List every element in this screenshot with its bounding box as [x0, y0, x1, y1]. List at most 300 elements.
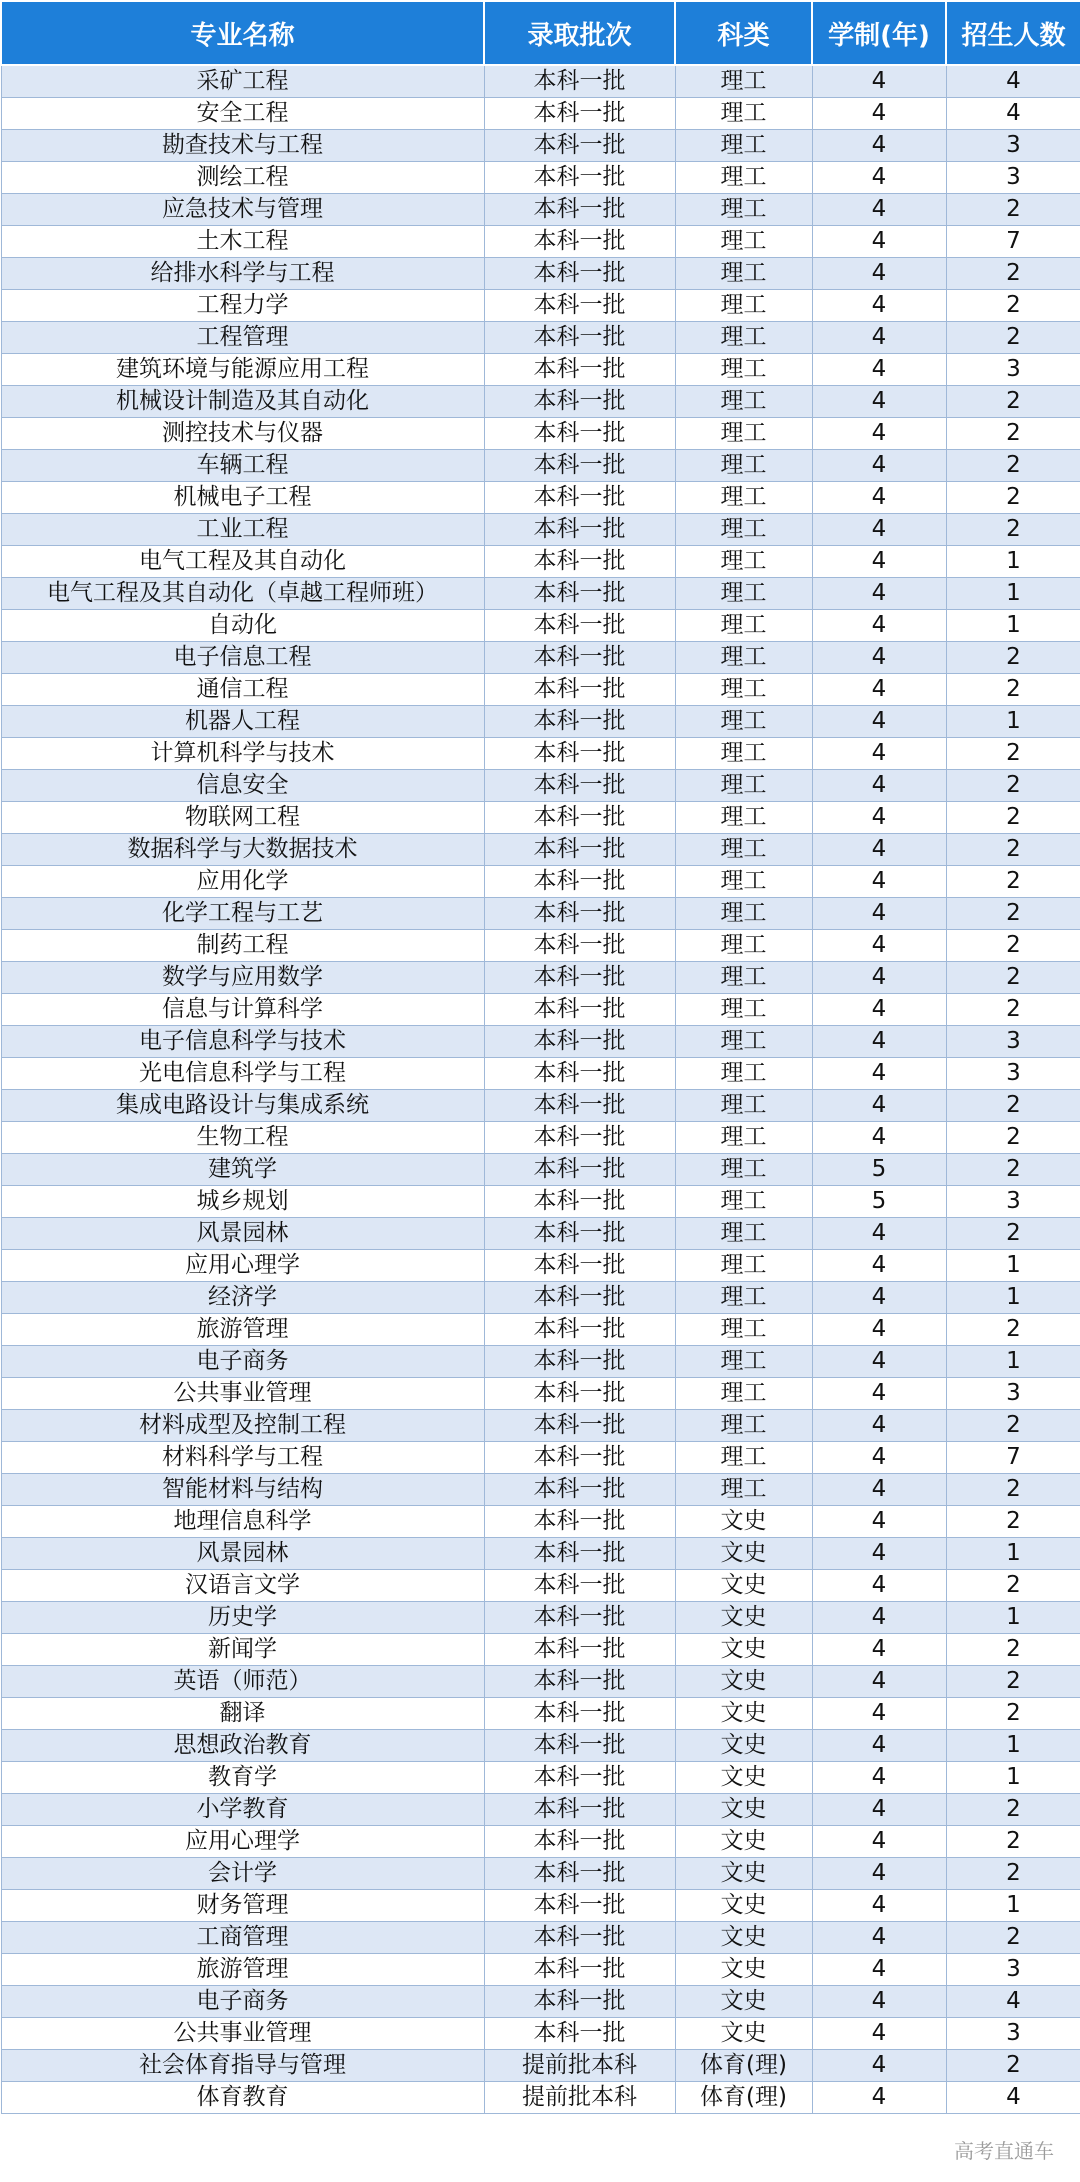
table-header-row — [1, 1, 1080, 65]
cell-quota: 2 — [946, 1506, 1080, 1538]
cell-years: 4 — [812, 1794, 946, 1826]
cell-category: 体育(理) — [675, 2082, 812, 2114]
cell-major: 应用心理学 — [1, 1826, 484, 1858]
cell-batch: 本科一批 — [484, 898, 675, 930]
cell-major: 应用化学 — [1, 866, 484, 898]
cell-quota: 2 — [946, 258, 1080, 290]
cell-years: 4 — [812, 514, 946, 546]
cell-years: 4 — [812, 162, 946, 194]
cell-years: 4 — [812, 386, 946, 418]
table-row — [1, 354, 1080, 386]
cell-years: 4 — [812, 706, 946, 738]
table-row — [1, 322, 1080, 354]
cell-quota: 2 — [946, 290, 1080, 322]
cell-years: 4 — [812, 1570, 946, 1602]
cell-category: 文史 — [675, 1922, 812, 1954]
cell-major: 勘查技术与工程 — [1, 130, 484, 162]
cell-quota: 1 — [946, 578, 1080, 610]
cell-batch: 本科一批 — [484, 642, 675, 674]
table-row — [1, 898, 1080, 930]
cell-quota: 2 — [946, 1634, 1080, 1666]
cell-category: 理工 — [675, 322, 812, 354]
cell-major: 新闻学 — [1, 1634, 484, 1666]
cell-batch: 本科一批 — [484, 1378, 675, 1410]
cell-batch: 本科一批 — [484, 514, 675, 546]
cell-major: 小学教育 — [1, 1794, 484, 1826]
cell-quota: 3 — [946, 354, 1080, 386]
cell-batch: 本科一批 — [484, 386, 675, 418]
cell-quota: 2 — [946, 1826, 1080, 1858]
cell-quota: 2 — [946, 1474, 1080, 1506]
cell-batch: 本科一批 — [484, 130, 675, 162]
cell-major: 安全工程 — [1, 98, 484, 130]
cell-batch: 本科一批 — [484, 418, 675, 450]
cell-category: 理工 — [675, 1090, 812, 1122]
cell-batch: 提前批本科 — [484, 2082, 675, 2114]
cell-quota: 2 — [946, 1666, 1080, 1698]
cell-batch: 本科一批 — [484, 2018, 675, 2050]
cell-years: 4 — [812, 226, 946, 258]
cell-major: 翻译 — [1, 1698, 484, 1730]
watermark-text: 高考直通车 — [954, 2139, 1054, 2163]
cell-quota: 2 — [946, 1698, 1080, 1730]
cell-batch: 本科一批 — [484, 1698, 675, 1730]
cell-years: 4 — [812, 1922, 946, 1954]
cell-category: 理工 — [675, 1378, 812, 1410]
cell-batch: 本科一批 — [484, 1218, 675, 1250]
cell-category: 文史 — [675, 1730, 812, 1762]
cell-batch: 本科一批 — [484, 354, 675, 386]
cell-major: 电子商务 — [1, 1346, 484, 1378]
cell-quota: 3 — [946, 162, 1080, 194]
table-row — [1, 770, 1080, 802]
table-row — [1, 65, 1080, 98]
cell-major: 电气工程及其自动化（卓越工程师班） — [1, 578, 484, 610]
cell-years: 4 — [812, 1378, 946, 1410]
cell-batch: 本科一批 — [484, 1442, 675, 1474]
cell-major: 社会体育指导与管理 — [1, 2050, 484, 2082]
cell-major: 英语（师范） — [1, 1666, 484, 1698]
cell-category: 理工 — [675, 1154, 812, 1186]
cell-category: 理工 — [675, 866, 812, 898]
cell-quota: 2 — [946, 1314, 1080, 1346]
table-body — [1, 65, 1080, 2114]
cell-quota: 3 — [946, 2018, 1080, 2050]
table-row — [1, 1250, 1080, 1282]
cell-category: 理工 — [675, 642, 812, 674]
cell-batch: 本科一批 — [484, 866, 675, 898]
table-row — [1, 418, 1080, 450]
cell-batch: 本科一批 — [484, 1730, 675, 1762]
table-row — [1, 930, 1080, 962]
table-row — [1, 290, 1080, 322]
cell-batch: 本科一批 — [484, 1186, 675, 1218]
table-row — [1, 1602, 1080, 1634]
cell-quota: 2 — [946, 1858, 1080, 1890]
cell-quota: 2 — [946, 482, 1080, 514]
table-row — [1, 1410, 1080, 1442]
cell-batch: 本科一批 — [484, 1922, 675, 1954]
cell-quota: 3 — [946, 1378, 1080, 1410]
cell-years: 4 — [812, 642, 946, 674]
cell-category: 理工 — [675, 258, 812, 290]
cell-batch: 本科一批 — [484, 1506, 675, 1538]
cell-quota: 2 — [946, 642, 1080, 674]
cell-years: 4 — [812, 194, 946, 226]
cell-years: 4 — [812, 1954, 946, 1986]
cell-batch: 本科一批 — [484, 994, 675, 1026]
cell-category: 理工 — [675, 1282, 812, 1314]
table-row — [1, 1026, 1080, 1058]
cell-category: 理工 — [675, 1474, 812, 1506]
cell-major: 数据科学与大数据技术 — [1, 834, 484, 866]
cell-major: 电子商务 — [1, 1986, 484, 2018]
cell-batch: 本科一批 — [484, 1570, 675, 1602]
cell-years: 5 — [812, 1154, 946, 1186]
cell-major: 工商管理 — [1, 1922, 484, 1954]
table-row — [1, 2018, 1080, 2050]
cell-batch: 本科一批 — [484, 290, 675, 322]
table-row — [1, 98, 1080, 130]
cell-batch: 本科一批 — [484, 1346, 675, 1378]
cell-category: 理工 — [675, 578, 812, 610]
table-row — [1, 1890, 1080, 1922]
cell-major: 建筑学 — [1, 1154, 484, 1186]
cell-batch: 本科一批 — [484, 1666, 675, 1698]
table-row — [1, 578, 1080, 610]
cell-category: 文史 — [675, 1986, 812, 2018]
cell-batch: 本科一批 — [484, 322, 675, 354]
cell-batch: 本科一批 — [484, 962, 675, 994]
cell-years: 4 — [812, 1250, 946, 1282]
cell-category: 理工 — [675, 1442, 812, 1474]
table-row — [1, 2082, 1080, 2114]
cell-category: 文史 — [675, 1666, 812, 1698]
cell-quota: 3 — [946, 1186, 1080, 1218]
cell-years: 4 — [812, 770, 946, 802]
cell-major: 计算机科学与技术 — [1, 738, 484, 770]
table-row — [1, 194, 1080, 226]
cell-category: 理工 — [675, 194, 812, 226]
cell-category: 文史 — [675, 2018, 812, 2050]
cell-years: 4 — [812, 418, 946, 450]
cell-category: 理工 — [675, 930, 812, 962]
cell-batch: 本科一批 — [484, 1826, 675, 1858]
cell-quota: 1 — [946, 1346, 1080, 1378]
cell-category: 理工 — [675, 482, 812, 514]
cell-major: 电子信息工程 — [1, 642, 484, 674]
cell-years: 4 — [812, 578, 946, 610]
cell-years: 4 — [812, 1538, 946, 1570]
cell-major: 机械设计制造及其自动化 — [1, 386, 484, 418]
cell-quota: 2 — [946, 194, 1080, 226]
cell-major: 车辆工程 — [1, 450, 484, 482]
cell-major: 风景园林 — [1, 1538, 484, 1570]
cell-category: 文史 — [675, 1890, 812, 1922]
cell-quota: 2 — [946, 1154, 1080, 1186]
table-row — [1, 514, 1080, 546]
cell-years: 4 — [812, 1026, 946, 1058]
table-row — [1, 450, 1080, 482]
cell-years: 4 — [812, 130, 946, 162]
cell-major: 公共事业管理 — [1, 1378, 484, 1410]
cell-major: 生物工程 — [1, 1122, 484, 1154]
cell-years: 4 — [812, 2082, 946, 2114]
cell-category: 理工 — [675, 450, 812, 482]
cell-batch: 本科一批 — [484, 674, 675, 706]
cell-years: 4 — [812, 1666, 946, 1698]
cell-batch: 本科一批 — [484, 1634, 675, 1666]
cell-years: 4 — [812, 1634, 946, 1666]
cell-years: 4 — [812, 290, 946, 322]
cell-quota: 2 — [946, 1922, 1080, 1954]
header-batch: 录取批次 — [484, 1, 675, 65]
cell-category: 理工 — [675, 1218, 812, 1250]
cell-years: 4 — [812, 1730, 946, 1762]
cell-major: 化学工程与工艺 — [1, 898, 484, 930]
cell-major: 旅游管理 — [1, 1954, 484, 1986]
cell-quota: 2 — [946, 1218, 1080, 1250]
cell-major: 采矿工程 — [1, 65, 484, 98]
cell-quota: 4 — [946, 98, 1080, 130]
cell-category: 文史 — [675, 1794, 812, 1826]
table-row — [1, 1506, 1080, 1538]
cell-major: 建筑环境与能源应用工程 — [1, 354, 484, 386]
table-row — [1, 642, 1080, 674]
header-years: 学制(年) — [812, 1, 946, 65]
cell-years: 4 — [812, 866, 946, 898]
cell-major: 测绘工程 — [1, 162, 484, 194]
cell-major: 材料成型及控制工程 — [1, 1410, 484, 1442]
cell-quota: 1 — [946, 1602, 1080, 1634]
cell-category: 理工 — [675, 130, 812, 162]
cell-batch: 本科一批 — [484, 450, 675, 482]
cell-years: 4 — [812, 1602, 946, 1634]
cell-major: 财务管理 — [1, 1890, 484, 1922]
table-row — [1, 1346, 1080, 1378]
table-row — [1, 738, 1080, 770]
cell-years: 4 — [812, 1058, 946, 1090]
cell-years: 4 — [812, 994, 946, 1026]
table-row — [1, 1986, 1080, 2018]
cell-years: 4 — [812, 258, 946, 290]
cell-batch: 本科一批 — [484, 1410, 675, 1442]
cell-years: 4 — [812, 65, 946, 98]
cell-years: 4 — [812, 834, 946, 866]
cell-batch: 本科一批 — [484, 258, 675, 290]
cell-batch: 本科一批 — [484, 1058, 675, 1090]
cell-quota: 1 — [946, 1762, 1080, 1794]
cell-batch: 本科一批 — [484, 1026, 675, 1058]
cell-category: 文史 — [675, 1506, 812, 1538]
cell-major: 智能材料与结构 — [1, 1474, 484, 1506]
cell-major: 风景园林 — [1, 1218, 484, 1250]
cell-category: 文史 — [675, 1826, 812, 1858]
cell-category: 理工 — [675, 418, 812, 450]
cell-category: 理工 — [675, 770, 812, 802]
cell-major: 土木工程 — [1, 226, 484, 258]
cell-category: 理工 — [675, 65, 812, 98]
cell-category: 理工 — [675, 738, 812, 770]
cell-category: 理工 — [675, 546, 812, 578]
table-row — [1, 226, 1080, 258]
table-row — [1, 834, 1080, 866]
cell-major: 数学与应用数学 — [1, 962, 484, 994]
cell-major: 物联网工程 — [1, 802, 484, 834]
cell-quota: 2 — [946, 738, 1080, 770]
cell-quota: 7 — [946, 226, 1080, 258]
cell-batch: 本科一批 — [484, 1154, 675, 1186]
cell-years: 4 — [812, 1282, 946, 1314]
cell-years: 4 — [812, 1506, 946, 1538]
cell-years: 4 — [812, 1762, 946, 1794]
cell-batch: 本科一批 — [484, 834, 675, 866]
cell-major: 信息安全 — [1, 770, 484, 802]
cell-years: 5 — [812, 1186, 946, 1218]
cell-quota: 1 — [946, 706, 1080, 738]
cell-batch: 本科一批 — [484, 1090, 675, 1122]
cell-category: 理工 — [675, 1058, 812, 1090]
cell-years: 4 — [812, 1090, 946, 1122]
table-row — [1, 1634, 1080, 1666]
cell-category: 理工 — [675, 898, 812, 930]
table-row — [1, 1474, 1080, 1506]
cell-quota: 1 — [946, 1890, 1080, 1922]
cell-quota: 2 — [946, 674, 1080, 706]
cell-major: 机器人工程 — [1, 706, 484, 738]
table-row — [1, 962, 1080, 994]
cell-batch: 本科一批 — [484, 546, 675, 578]
table-row — [1, 130, 1080, 162]
cell-quota: 2 — [946, 962, 1080, 994]
cell-major: 工程管理 — [1, 322, 484, 354]
cell-major: 信息与计算科学 — [1, 994, 484, 1026]
table-row — [1, 1058, 1080, 1090]
cell-years: 4 — [812, 1890, 946, 1922]
cell-batch: 本科一批 — [484, 930, 675, 962]
cell-category: 文史 — [675, 1698, 812, 1730]
cell-batch: 本科一批 — [484, 1250, 675, 1282]
cell-batch: 本科一批 — [484, 1890, 675, 1922]
table-row — [1, 610, 1080, 642]
cell-batch: 本科一批 — [484, 1762, 675, 1794]
cell-quota: 2 — [946, 386, 1080, 418]
cell-quota: 2 — [946, 1570, 1080, 1602]
cell-major: 公共事业管理 — [1, 2018, 484, 2050]
table-row — [1, 802, 1080, 834]
cell-quota: 2 — [946, 1410, 1080, 1442]
cell-quota: 1 — [946, 1730, 1080, 1762]
cell-quota: 4 — [946, 2082, 1080, 2114]
cell-category: 理工 — [675, 98, 812, 130]
cell-years: 4 — [812, 1698, 946, 1730]
cell-category: 理工 — [675, 514, 812, 546]
cell-years: 4 — [812, 962, 946, 994]
cell-major: 历史学 — [1, 1602, 484, 1634]
cell-major: 通信工程 — [1, 674, 484, 706]
cell-quota: 3 — [946, 1058, 1080, 1090]
cell-major: 地理信息科学 — [1, 1506, 484, 1538]
cell-batch: 本科一批 — [484, 1282, 675, 1314]
cell-batch: 本科一批 — [484, 1858, 675, 1890]
cell-years: 4 — [812, 1442, 946, 1474]
cell-years: 4 — [812, 2050, 946, 2082]
cell-major: 教育学 — [1, 1762, 484, 1794]
table-row — [1, 386, 1080, 418]
cell-category: 理工 — [675, 290, 812, 322]
cell-quota: 2 — [946, 802, 1080, 834]
cell-major: 城乡规划 — [1, 1186, 484, 1218]
cell-quota: 3 — [946, 130, 1080, 162]
cell-major: 应急技术与管理 — [1, 194, 484, 226]
cell-years: 4 — [812, 930, 946, 962]
cell-major: 材料科学与工程 — [1, 1442, 484, 1474]
table-row — [1, 1282, 1080, 1314]
cell-category: 理工 — [675, 834, 812, 866]
cell-batch: 本科一批 — [484, 65, 675, 98]
cell-quota: 2 — [946, 994, 1080, 1026]
cell-years: 4 — [812, 1122, 946, 1154]
table-row — [1, 1858, 1080, 1890]
table-row — [1, 1666, 1080, 1698]
cell-category: 理工 — [675, 1314, 812, 1346]
table-row — [1, 1218, 1080, 1250]
cell-quota: 2 — [946, 450, 1080, 482]
cell-quota: 1 — [946, 1538, 1080, 1570]
cell-category: 理工 — [675, 962, 812, 994]
cell-years: 4 — [812, 354, 946, 386]
cell-major: 工业工程 — [1, 514, 484, 546]
cell-major: 工程力学 — [1, 290, 484, 322]
cell-years: 4 — [812, 1474, 946, 1506]
cell-category: 文史 — [675, 1634, 812, 1666]
cell-years: 4 — [812, 1218, 946, 1250]
cell-quota: 2 — [946, 1794, 1080, 1826]
header-category: 科类 — [675, 1, 812, 65]
cell-major: 自动化 — [1, 610, 484, 642]
cell-quota: 1 — [946, 546, 1080, 578]
cell-batch: 本科一批 — [484, 578, 675, 610]
cell-category: 理工 — [675, 354, 812, 386]
table-row — [1, 1570, 1080, 1602]
cell-years: 4 — [812, 1858, 946, 1890]
cell-batch: 本科一批 — [484, 1474, 675, 1506]
cell-years: 4 — [812, 450, 946, 482]
cell-quota: 1 — [946, 1250, 1080, 1282]
header-quota: 招生人数 — [946, 1, 1080, 65]
cell-major: 测控技术与仪器 — [1, 418, 484, 450]
cell-major: 制药工程 — [1, 930, 484, 962]
cell-category: 理工 — [675, 1250, 812, 1282]
cell-category: 理工 — [675, 226, 812, 258]
cell-major: 电气工程及其自动化 — [1, 546, 484, 578]
cell-category: 理工 — [675, 1186, 812, 1218]
cell-major: 机械电子工程 — [1, 482, 484, 514]
table-row — [1, 1762, 1080, 1794]
table-row — [1, 1186, 1080, 1218]
cell-quota: 4 — [946, 1986, 1080, 2018]
cell-batch: 本科一批 — [484, 98, 675, 130]
cell-quota: 2 — [946, 770, 1080, 802]
cell-quota: 2 — [946, 1090, 1080, 1122]
cell-batch: 本科一批 — [484, 610, 675, 642]
cell-quota: 2 — [946, 1122, 1080, 1154]
cell-category: 理工 — [675, 1026, 812, 1058]
cell-category: 文史 — [675, 1602, 812, 1634]
cell-major: 给排水科学与工程 — [1, 258, 484, 290]
cell-quota: 3 — [946, 1954, 1080, 1986]
cell-batch: 本科一批 — [484, 706, 675, 738]
